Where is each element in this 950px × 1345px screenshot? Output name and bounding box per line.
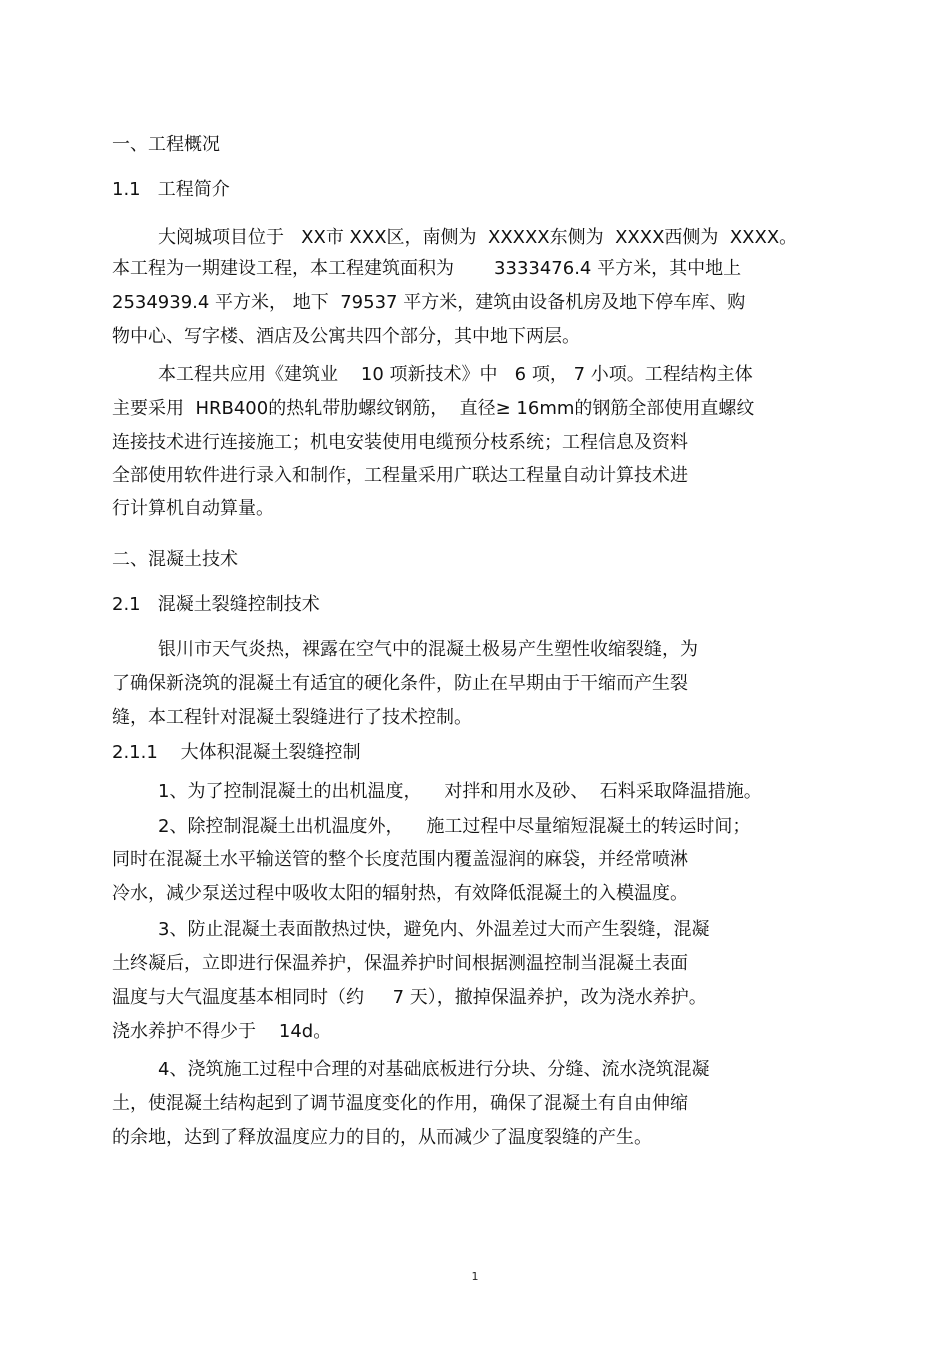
- list-item-line: 土终凝后，立即进行保温养护，保温养护时间根据测温控制当混凝土表面: [112, 953, 688, 974]
- paragraph-line: 本工程为一期建设工程，本工程建筑面积为 3333476.4 平方米，其中地上: [112, 258, 742, 279]
- subsubsection-heading-mass-concrete: 2.1.1 大体积混凝土裂缝控制: [112, 742, 361, 763]
- section-heading-concrete-tech: 二、混凝土技术: [112, 549, 238, 570]
- paragraph-line: 了确保新浇筑的混凝土有适宜的硬化条件，防止在早期由于干缩而产生裂: [112, 673, 688, 694]
- subsection-heading-project-intro: 1.1 工程简介: [112, 179, 230, 200]
- list-item-line: 2、除控制混凝土出机温度外， 施工过程中尽量缩短混凝土的转运时间；: [158, 816, 751, 837]
- paragraph-line: 物中心、写字楼、酒店及公寓共四个部分，其中地下两层。: [112, 326, 580, 347]
- paragraph-line: 大阅城项目位于 XX市 XXX区，南侧为 XXXXX东侧为 XXXX西侧为 XXXX。: [158, 227, 798, 248]
- list-item-line: 4、浇筑施工过程中合理的对基础底板进行分块、分缝、流水浇筑混凝: [158, 1059, 710, 1080]
- list-item-line: 冷水，减少泵送过程中吸收太阳的辐射热，有效降低混凝土的入模温度。: [112, 883, 688, 904]
- paragraph-line: 连接技术进行连接施工；机电安装使用电缆预分枝系统；工程信息及资料: [112, 432, 688, 453]
- list-item-line: 1、为了控制混凝土的出机温度， 对拌和用水及砂、 石料采取降温措施。: [158, 781, 762, 802]
- list-item-line: 3、防止混凝土表面散热过快，避免内、外温差过大而产生裂缝，混凝: [158, 919, 710, 940]
- paragraph-line: 2534939.4 平方米， 地下 79537 平方米，建筑由设备机房及地下停车库、购: [112, 292, 746, 313]
- paragraph-line: 缝，本工程针对混凝土裂缝进行了技术控制。: [112, 707, 472, 728]
- section-heading-overview: 一、工程概况: [112, 134, 220, 155]
- list-item-line: 浇水养护不得少于 14d。: [112, 1021, 332, 1042]
- paragraph-line: 行计算机自动算量。: [112, 498, 274, 519]
- paragraph-line: 本工程共应用《建筑业 10 项新技术》中 6 项， 7 小项。工程结构主体: [158, 364, 753, 385]
- list-item-line: 土，使混凝土结构起到了调节温度变化的作用，确保了混凝土有自由伸缩: [112, 1093, 688, 1114]
- list-item-line: 温度与大气温度基本相同时（约 7 天），撤掉保温养护，改为浇水养护。: [112, 987, 707, 1008]
- paragraph-line: 全部使用软件进行录入和制作，工程量采用广联达工程量自动计算技术进: [112, 465, 688, 486]
- paragraph-line: 银川市天气炎热，裸露在空气中的混凝土极易产生塑性收缩裂缝，为: [158, 639, 698, 660]
- paragraph-line: 主要采用 HRB400的热轧带肋螺纹钢筋， 直径≥ 16mm的钢筋全部使用直螺纹: [112, 398, 755, 419]
- subsection-heading-crack-control: 2.1 混凝土裂缝控制技术: [112, 594, 320, 615]
- list-item-line: 的余地，达到了释放温度应力的目的，从而减少了温度裂缝的产生。: [112, 1127, 652, 1148]
- page-number: 1: [471, 1270, 479, 1283]
- list-item-line: 同时在混凝土水平输送管的整个长度范围内覆盖湿润的麻袋，并经常喷淋: [112, 849, 688, 870]
